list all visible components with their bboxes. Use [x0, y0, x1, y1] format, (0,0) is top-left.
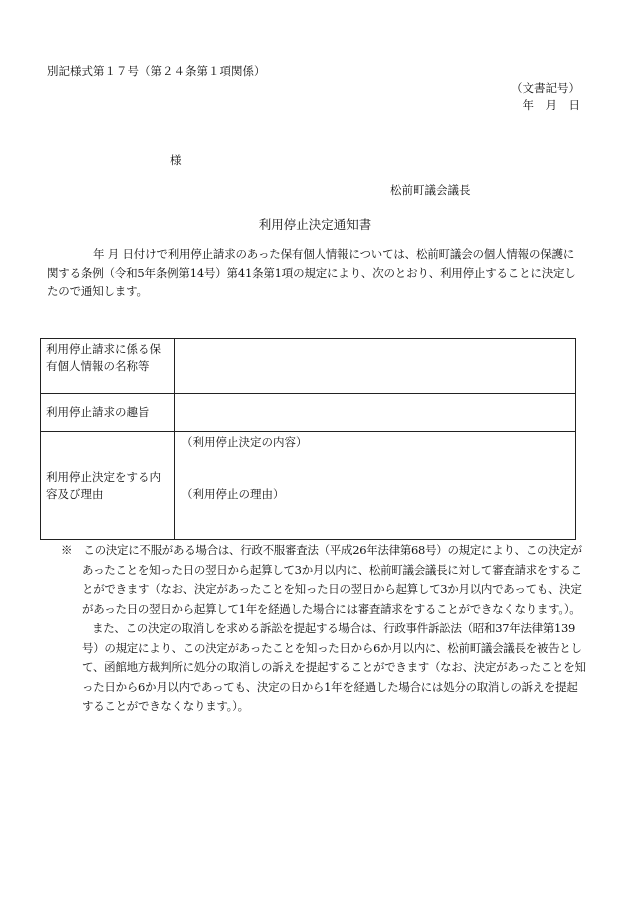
sender: 松前町議会議長: [390, 183, 471, 197]
addressee: 様: [170, 153, 182, 167]
personal-info-name-field: [175, 339, 576, 394]
table-row: [41, 394, 576, 432]
document-number: （文書記号）: [511, 81, 580, 95]
appeal-notes: [61, 541, 587, 717]
decision-details-field: [175, 432, 576, 540]
row-label-personal-info-name: 利用停止請求に係る保有個人情報の名称等: [41, 339, 175, 394]
appeal-note-lawsuit: また、この決定の取消しを求める訴訟を提起する場合は、行政事件訴訟法（昭和37年法律第139号）の規定により、この決定があったことを知った日から6か月以内に、松前町議会議長を被告として、函館地方裁判所に処分の取消しの訴えを提起することができます（なお、決定があったことを知った日から6か月以内であっても、決定の日から1年を経過した場合には処分の取消しの訴えを提起することができなくなります。）。: [82, 621, 586, 713]
decision-reason-heading: （利用停止の理由）: [181, 487, 285, 501]
row-label-decision-details: 利用停止決定をする内容及び理由: [41, 432, 175, 540]
appeal-note-review: ※ この決定に不服がある場合は、行政不服審査法（平成26年法律第68号）の規定により、この決定があったことを知った日の翌日から起算して3か月以内に、松前町議会議長に対して審査請求をすることができます（なお、決定があったことを知った日の翌日から起算して3か月以内であっても、決定があった日の翌日から起算して1年を経過した場合には審査請求をすることができなくなります。）。: [61, 543, 582, 616]
form-number: 別記様式第１７号（第２４条第１項関係）: [47, 64, 266, 78]
row-label-request-purpose: 利用停止請求の趣旨: [41, 394, 175, 432]
table-row: [41, 339, 576, 394]
document-title: 利用停止決定通知書: [258, 217, 372, 232]
table-row: [41, 432, 576, 540]
decision-content-heading: （利用停止決定の内容）: [181, 435, 308, 449]
issue-date: 年 月 日: [522, 98, 580, 112]
request-purpose-field: [175, 394, 576, 432]
information-table: [40, 338, 576, 540]
notice-body: 年 月 日付けで利用停止請求のあった保有個人情報については、松前町議会の個人情報の保護に関する条例（令和5年条例第14号）第41条第1項の規定により、次のとおり、利用停止することに決定したので通知します。: [47, 247, 576, 298]
